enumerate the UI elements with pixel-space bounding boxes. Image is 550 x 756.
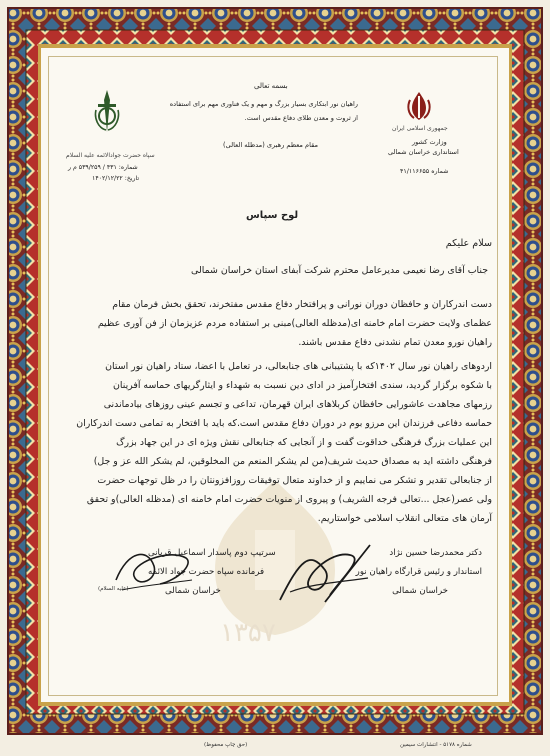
paragraph-2-line-2: با شکوه برگزار گردید، سندی افتخارآمیز در ادای دین نسبت به شهداء و ایثارگریهای حماسه آفرینان	[113, 380, 492, 391]
certificate-title: لوح سپاس	[246, 210, 299, 221]
governorate-label: استانداری خراسان شمالی	[388, 148, 459, 156]
emblem-caption: جمهوری اسلامی ایران	[392, 125, 448, 132]
irgc-emblem-icon	[92, 86, 122, 136]
iran-emblem-icon	[404, 90, 434, 122]
right-number-value: ۴۱/۱۱۶۶۵۵	[400, 168, 430, 175]
paragraph-1-line-2: عظمای ولایت حضرت امام خامنه ای(مدظله العالی)مبنی بر استفاده مردم عزیزمان از فن آوری عظیم	[97, 318, 492, 329]
header-quote-attribution: مقام معظم رهبری (مدظله العالی)	[223, 141, 318, 149]
paragraph-2-line-3: رزمهای مجاهدت عاشورایی حافظان کربلاهای ایران قهرمان، تداعی و تجسم عینی روزهای بیادماندنی	[103, 399, 492, 410]
paragraph-1-line-1: دست اندرکاران و حافظان دوران نورانی و پرافتخار دفاع مقدس مفتخرند، تحقق بخش فرمان مقام	[112, 299, 492, 310]
left-number: شماره: ۴۳۱ / ۵۳۹/۲۵۹ م ر	[68, 164, 138, 171]
bismillah: بسمه تعالی	[254, 82, 288, 90]
paragraph-2-line-1: اردوهای راهیان نور سال ۱۴۰۲که با پشتیبانی های جنابعالی، در تعامل با اعضا، ستاد راهیان نور استان	[105, 361, 492, 372]
right-signatory-title: استاندار و رئیس قرارگاه راهیان نور	[355, 567, 482, 577]
addressee: جناب آقای رضا نعیمی مدیرعامل محترم شرکت آبفای استان خراسان شمالی	[191, 265, 488, 276]
paragraph-2-line-8: ولی عصر(عجل ...تعالی فرجه الشریف) و پیروی از منویات حضرت امام خامنه ای (مدظله العالی)و تحقق	[86, 494, 492, 505]
paragraph-2-line-6: فرهنگی داشته اید به مصداق حدیث شریف(من لم یشکر المنعم من المخلوقین، لم یشکر الله عز و جل)	[93, 456, 492, 467]
footer-publisher: شماره ۵۱۷۸ - انتشارات سیمین	[400, 742, 472, 748]
paragraph-2-line-7: از جنابعالی تقدیر و تشکر می نماییم و از خداوند متعال توفیقات روزافزونتان را در ظل توجهات حضرت	[97, 475, 492, 486]
header-quote-line-1: راهیان نور ابتکاری بسیار بزرگ و مهم و یک فناوری مهم برای استفاده	[169, 100, 358, 108]
right-number	[400, 168, 448, 175]
left-signature-scribble	[108, 540, 198, 600]
watermark-year: ۱۳۵۷	[220, 618, 276, 648]
left-date: تاریخ: ۱۴۰۲/۱۲/۲۲	[92, 175, 140, 182]
right-signatory-name: دکتر محمدرضا حسین نژاد	[389, 548, 482, 558]
right-signatory-province: خراسان شمالی	[392, 586, 448, 596]
left-signatory-name: سرتیپ دوم پاسدار اسماعیل قربانی	[148, 548, 276, 558]
left-signatory-province: خراسان شمالی	[165, 586, 221, 596]
left-org-caption: سپاه حضرت جوادالائمه علیه السلام	[66, 152, 155, 159]
paragraph-2-line-9: آرمان های متعالی انقلاب اسلامی خواستاریم.	[317, 513, 492, 524]
footer-copyright: (حق چاپ محفوظ)	[204, 742, 248, 748]
paragraph-1-line-3: راهیان نورو معدن تمام نشدنی دفاع مقدس باشند.	[298, 337, 492, 348]
left-stamp-caption: (علیه السلام)	[98, 586, 129, 592]
header-quote-line-2: از ثروت و معدن طلای دفاع مقدس است.	[244, 114, 358, 122]
right-number-label: شماره	[431, 168, 449, 175]
left-signatory-title: فرمانده سپاه حضرت جواد الائمه	[148, 567, 265, 577]
ministry-label: وزارت کشور	[412, 138, 447, 146]
paragraph-2-line-5: این عملیات بزرگ فرهنگی خداقوت گفت و از آنجایی که جنابعالی نقش ویژه ای در این جهاد بزرگ	[116, 437, 492, 448]
paragraph-2-line-4: حماسه دفاعی فرزندان این مرزو بوم در دوران دفاع مقدس است.که باید با افتخار به تمامی دست اندرکاران	[76, 418, 492, 429]
right-signature-scribble	[270, 540, 380, 610]
greeting: سلام علیکم	[445, 238, 492, 249]
